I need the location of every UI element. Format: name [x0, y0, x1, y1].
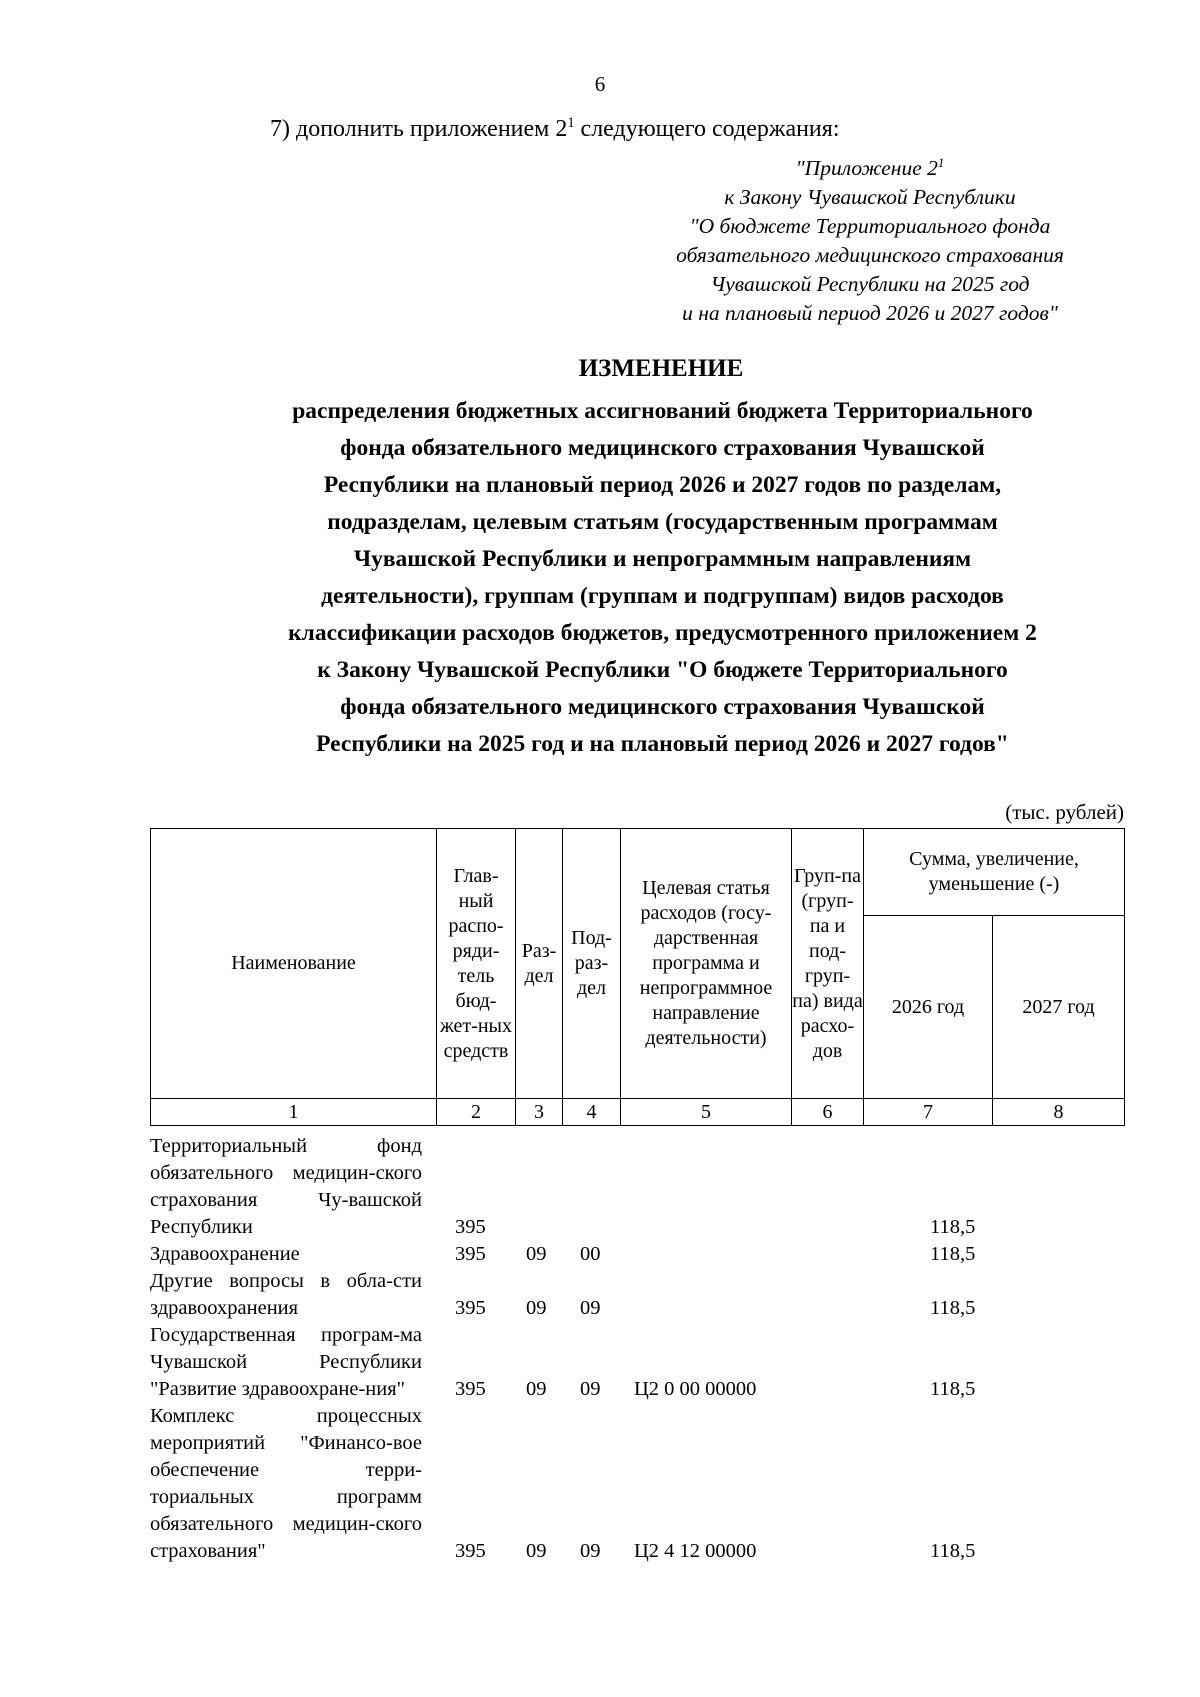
- row-name: Комплекс процессных мероприятий "Финансо-вое обеспечение терри-ториальных программ обязательного медицин-ского страхования": [150, 1405, 422, 1562]
- row-sum-2026: 118,5: [930, 1216, 976, 1238]
- header-name: Наименование: [151, 829, 437, 1099]
- table-row: [150, 1403, 1124, 1565]
- table-row: [150, 1241, 1124, 1268]
- page-number: 6: [594, 72, 606, 96]
- subtitle-line: деятельности), группам (группам и подгруппам) видов расходов: [321, 583, 1004, 609]
- row-sum-2026: 118,5: [930, 1540, 976, 1562]
- row-chief-administrator: 395: [455, 1378, 486, 1400]
- header-sum: Сумма, увеличение, уменьшение (-): [864, 829, 1125, 916]
- row-sum-2026: 118,5: [930, 1243, 976, 1265]
- document-subtitle: [195, 393, 1130, 763]
- row-section: 09: [526, 1540, 547, 1562]
- table-row: [150, 1133, 1124, 1241]
- header-subsection: Под-раз-дел: [563, 829, 621, 1099]
- subtitle-line: Республики на плановый период 2026 и 2027 годов по разделам,: [323, 472, 1002, 498]
- row-chief-administrator: 395: [455, 1540, 486, 1562]
- row-subsection: 09: [580, 1378, 601, 1400]
- row-name: Здравоохранение: [150, 1243, 300, 1265]
- header-chief-administrator: Глав-ный распо-ряди-тель бюд-жет-ных средств: [437, 829, 516, 1099]
- row-section: 09: [526, 1297, 547, 1319]
- column-number: 8: [993, 1099, 1125, 1126]
- row-sum-2026: 118,5: [930, 1297, 976, 1319]
- row-target-article: Ц2 0 00 00000: [634, 1378, 757, 1400]
- appendix-reference-block: [600, 154, 1140, 328]
- table-row: [150, 1268, 1124, 1322]
- instruction-superscript: 1: [567, 115, 575, 131]
- instruction-text-before: 7) дополнить приложением 2: [270, 116, 568, 142]
- row-chief-administrator: 395: [455, 1243, 486, 1265]
- row-name: Территориальный фонд обязательного медицин-ского страхования Чу-вашской Республики: [150, 1135, 422, 1238]
- appendix-line: Чувашской Республики на 2025 год: [710, 272, 1030, 296]
- table-row: [150, 1322, 1124, 1403]
- unit-note: (тыс. рублей): [1005, 800, 1124, 824]
- column-number: 4: [563, 1099, 621, 1126]
- appendix-line: "О бюджете Территориального фонда: [689, 214, 1051, 238]
- subtitle-line: распределения бюджетных ассигнований бюджета Территориального: [292, 398, 1033, 424]
- subtitle-line: Республики на 2025 год и на плановый период 2026 и 2027 годов": [316, 731, 1009, 757]
- subtitle-line: фонда обязательного медицинского страхования Чувашской: [340, 694, 985, 720]
- header-expense-group: Груп-па (груп-па и под-груп-па) вида расхо-дов: [792, 829, 864, 1099]
- appendix-line: к Закону Чувашской Республики: [724, 185, 1016, 209]
- instruction-text-after: следующего содержания:: [574, 116, 840, 142]
- row-section: 09: [526, 1243, 547, 1265]
- subtitle-line: фонда обязательного медицинского страхования Чувашской: [340, 435, 985, 461]
- row-subsection: 09: [580, 1297, 601, 1319]
- column-number: 1: [151, 1099, 437, 1126]
- amendment-instruction: [270, 116, 839, 143]
- header-section: Раз-дел: [516, 829, 563, 1099]
- subtitle-line: классификации расходов бюджетов, предусмотренного приложением 2: [288, 620, 1037, 646]
- column-number: 2: [437, 1099, 516, 1126]
- budget-table-header: [150, 828, 1125, 1126]
- row-name: Другие вопросы в обла-сти здравоохранения: [150, 1270, 422, 1319]
- row-target-article: Ц2 4 12 00000: [634, 1540, 757, 1562]
- row-chief-administrator: 395: [455, 1297, 486, 1319]
- appendix-line: обязательного медицинского страхования: [676, 243, 1064, 267]
- row-subsection: 09: [580, 1540, 601, 1562]
- header-year-2026: 2026 год: [864, 916, 993, 1099]
- appendix-title: "Приложение 2: [795, 156, 938, 180]
- row-name: Государственная програм-ма Чувашской Республики "Развитие здравоохране-ния": [150, 1324, 422, 1400]
- budget-table-body: [150, 1133, 1124, 1565]
- row-section: 09: [526, 1378, 547, 1400]
- column-number: 3: [516, 1099, 563, 1126]
- document-title: ИЗМЕНЕНИЕ: [578, 355, 744, 382]
- row-subsection: 00: [580, 1243, 601, 1265]
- appendix-line: [600, 154, 1140, 183]
- subtitle-line: подразделам, целевым статьям (государственным программам: [327, 509, 998, 535]
- header-target-article: Целевая статья расходов (госу-дарственная программа и непрограммное направление деятельности): [621, 829, 792, 1099]
- subtitle-line: к Закону Чувашской Республики "О бюджете Территориального: [317, 657, 1008, 683]
- header-year-2027: 2027 год: [993, 916, 1125, 1099]
- column-number: 7: [864, 1099, 993, 1126]
- appendix-line: и на плановый период 2026 и 2027 годов": [682, 301, 1058, 325]
- appendix-superscript: 1: [937, 155, 945, 170]
- row-sum-2026: 118,5: [930, 1378, 976, 1400]
- column-number: 5: [621, 1099, 792, 1126]
- row-chief-administrator: 395: [455, 1216, 486, 1238]
- subtitle-line: Чувашской Республики и непрограммным направлениям: [353, 546, 972, 572]
- column-number: 6: [792, 1099, 864, 1126]
